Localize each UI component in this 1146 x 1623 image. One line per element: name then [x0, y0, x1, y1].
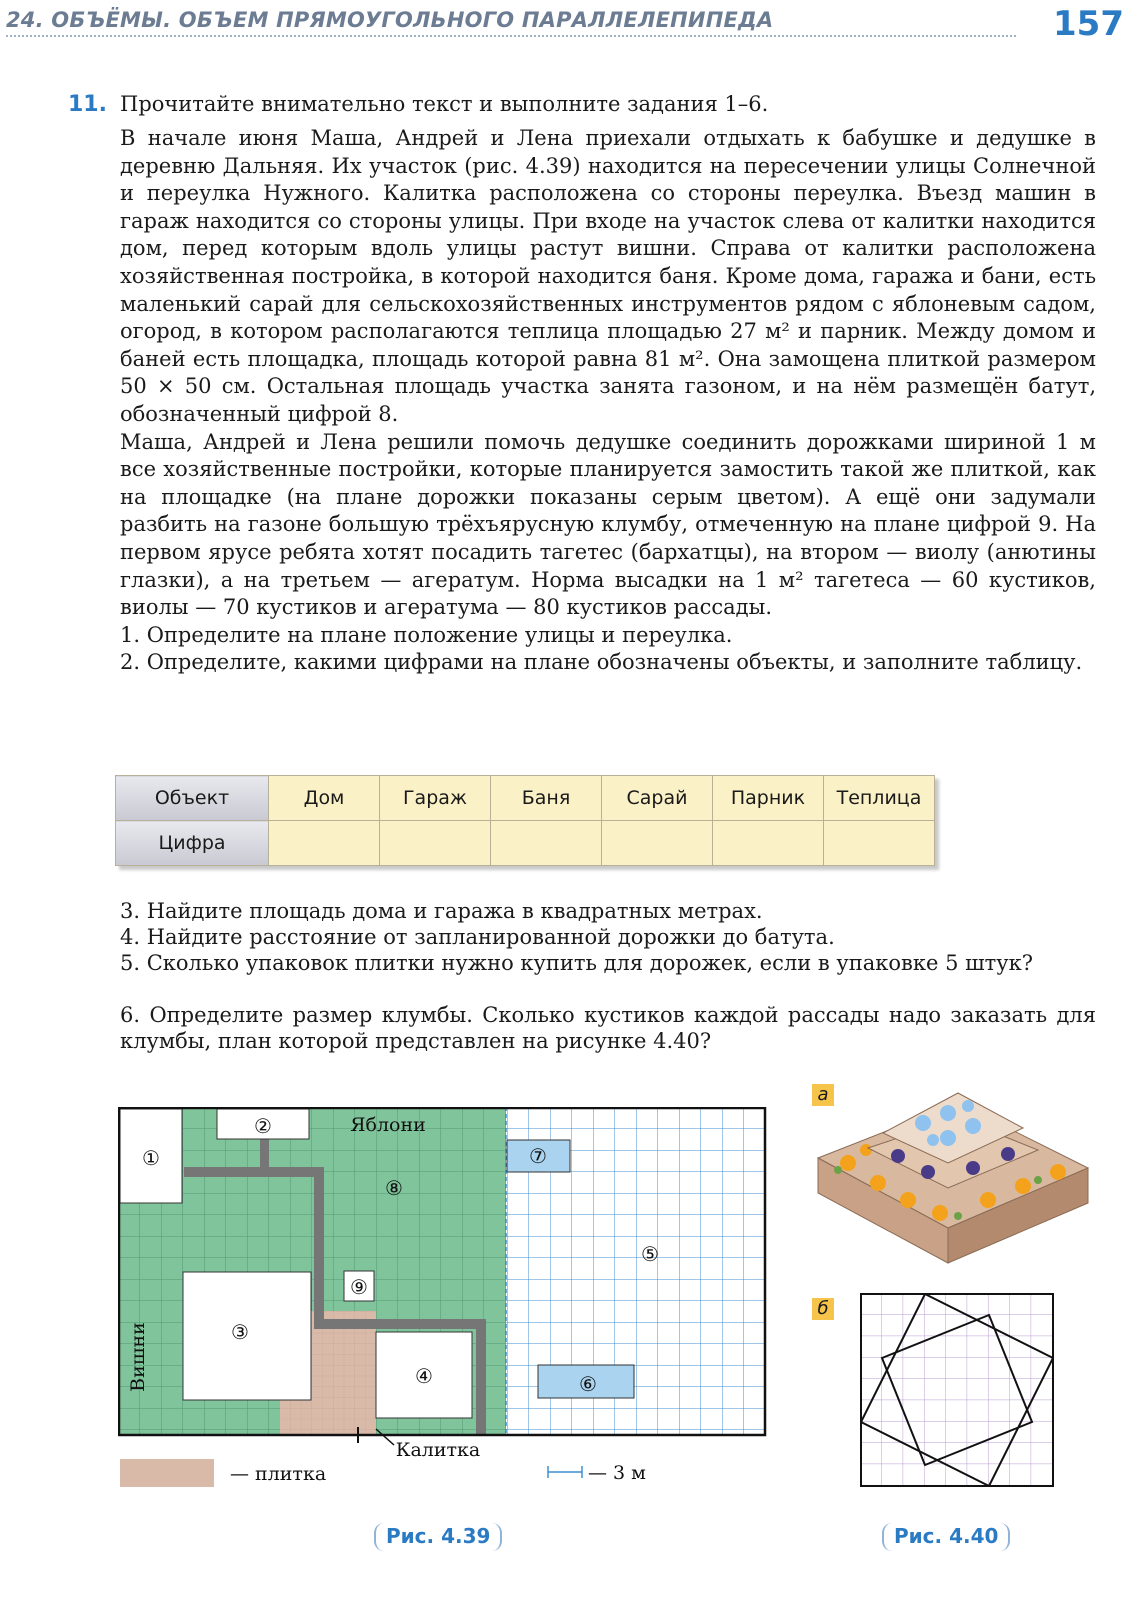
- table-cell-house[interactable]: [269, 821, 380, 866]
- question-3: 3. Найдите площадь дома и гаража в квадратных метрах.: [120, 899, 763, 923]
- table-col-hotbed: Парник: [713, 776, 824, 821]
- table-row-objects: [116, 776, 935, 821]
- fig440-tag-b: б: [812, 1298, 834, 1320]
- label-apples: Яблони: [350, 1114, 426, 1136]
- marker-9: ⑨: [350, 1275, 368, 1299]
- table-col-shed: Сарай: [602, 776, 713, 821]
- marker-1: ①: [142, 1146, 160, 1170]
- table-cell-greenhouse[interactable]: [824, 821, 935, 866]
- header-rule: [6, 35, 1016, 37]
- label-cherries: Вишни: [127, 1322, 149, 1392]
- legend-tile-label: — плитка: [230, 1463, 327, 1485]
- table-cell-bath[interactable]: [491, 821, 602, 866]
- legend-scale-label: — 3 м: [588, 1462, 646, 1484]
- table-header-object: Объект: [116, 776, 269, 821]
- caption-fig-4-40: Рис. 4.40: [882, 1523, 1010, 1551]
- question-5: 5. Сколько упаковок плитки нужно купить для дорожек, если в упаковке 5 штук?: [120, 951, 1033, 975]
- marker-2: ②: [254, 1114, 272, 1138]
- legend-tile-swatch: [120, 1459, 214, 1487]
- paragraph-2: Маша, Андрей и Лена решили помочь дедушке соединить дорожками шириной 1 м все хозяйственные постройки, которые планируется замостить такой же плиткой, как на площадке (на плане дорожки показаны серым цветом). А ещё они задумали разбить на газоне большую трёхъярусную клумбу, отмеченную на плане цифрой 9. На первом ярусе ребята хотят посадить тагетес (бархатцы), на втором — виолу (анютины глазки), а на третьем — агератум. Норма высадки на 1 м² тагетеса — 60 кустиков, виолы — 70 кустиков и агератума — 80 кустиков рассады.: [120, 429, 1096, 620]
- table-header-digit: Цифра: [116, 821, 269, 866]
- table-col-greenhouse: Теплица: [824, 776, 935, 821]
- table-cell-garage[interactable]: [380, 821, 491, 866]
- table-col-garage: Гараж: [380, 776, 491, 821]
- fig440-tag-a: а: [812, 1084, 834, 1106]
- task-lead: Прочитайте внимательно текст и выполните задания 1–6.: [120, 92, 769, 116]
- marker-4: ④: [415, 1364, 433, 1388]
- marker-5: ⑤: [641, 1242, 659, 1266]
- table-cell-shed[interactable]: [602, 821, 713, 866]
- question-2: 2. Определите, какими цифрами на плане обозначены объекты, и заполните таблицу.: [120, 650, 1083, 675]
- paragraph-1: В начале июня Маша, Андрей и Лена приехали отдыхать к бабушке и дедушке в деревню Дальняя. Их участок (рис. 4.39) находится на пересечении улицы Солнечной и переулка Нужного. Калитка расположена со стороны переулка. Въезд машин в гараж находится со стороны улицы. При входе на участок слева от калитки находится дом, перед которым вдоль улицы растут вишни. Справа от калитки расположена хозяйственная постройка, в которой находится баня. Кроме дома, гаража и бани, есть маленький сарай для сельскохозяйственных инструментов рядом с яблоневым садом, огород, в котором располагаются теплица площадью 27 м² и парник. Между домом и баней есть площадка, площадь которой равна 81 м². Она замощена плиткой размером 50 × 50 см. Остальная площадь участка занята газоном, и на нём размещён батут, обозначенный цифрой 8.: [120, 126, 1096, 426]
- question-4: 4. Найдите расстояние от запланированной дорожки до батута.: [120, 925, 835, 949]
- section-title: 24. ОБЪЁМЫ. ОБЪЕМ ПРЯМОУГОЛЬНОГО ПАРАЛЛЕЛЕПИПЕДА: [6, 8, 774, 32]
- task-number: 11.: [68, 92, 107, 117]
- table-col-house: Дом: [269, 776, 380, 821]
- flowerbed-illustration: [808, 1088, 1098, 1278]
- marker-6: ⑥: [579, 1372, 597, 1396]
- marker-7: ⑦: [529, 1144, 547, 1168]
- caption-fig-4-39: Рис. 4.39: [374, 1523, 502, 1551]
- task-text: [120, 125, 1096, 677]
- question-6: 6. Определите размер клумбы. Сколько кустиков каждой рассады надо заказать для клумбы, план которой представлен на рисунке 4.40?: [120, 1003, 1096, 1053]
- label-gate: Калитка: [395, 1439, 481, 1461]
- page-number: 157: [1053, 4, 1124, 44]
- site-plan: [118, 1107, 878, 1507]
- objects-table: [115, 775, 935, 866]
- question-1: 1. Определите на плане положение улицы и переулка.: [120, 622, 733, 647]
- table-row-digits: [116, 821, 935, 866]
- table-col-bath: Баня: [491, 776, 602, 821]
- marker-8: ⑧: [385, 1176, 403, 1200]
- table-cell-hotbed[interactable]: [713, 821, 824, 866]
- flowerbed-plan: [860, 1293, 1054, 1487]
- marker-3: ③: [231, 1320, 249, 1344]
- legend-scale-bar: [548, 1466, 582, 1478]
